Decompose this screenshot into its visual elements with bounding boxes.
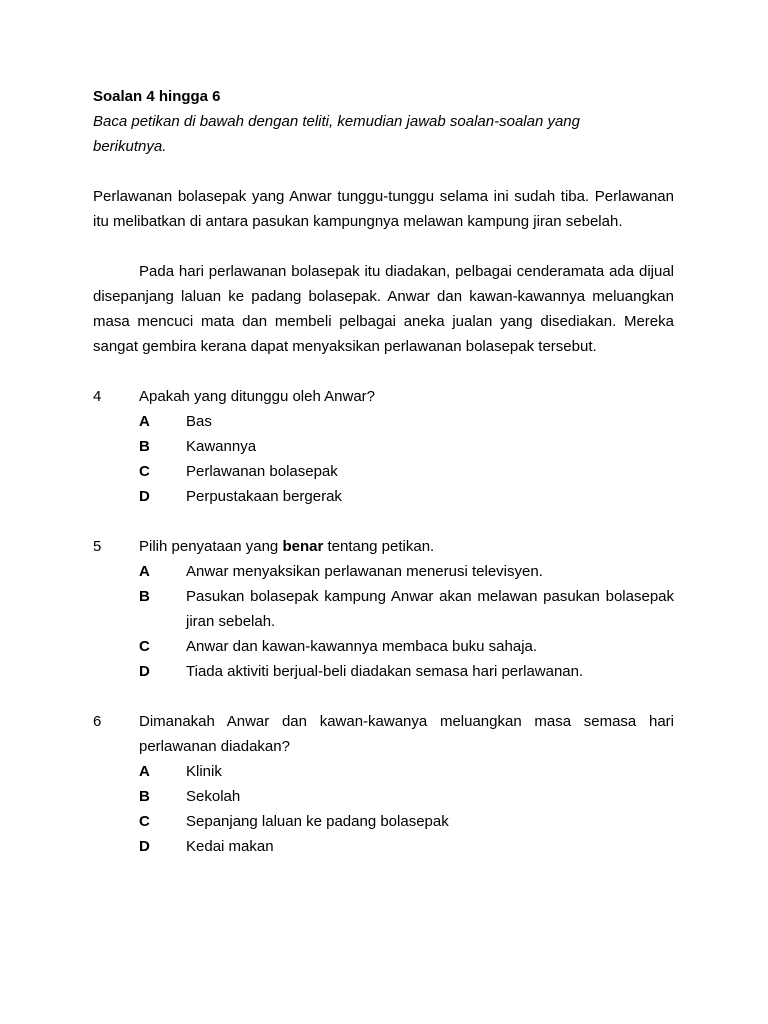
option-letter: B	[139, 788, 150, 805]
option-d	[139, 834, 674, 859]
option-a	[139, 559, 674, 584]
options-list	[139, 409, 674, 509]
option-letter: A	[139, 413, 150, 430]
question-number: 4	[93, 388, 102, 405]
option-text: Anwar dan kawan-kawannya membaca buku sahaja.	[186, 638, 538, 655]
option-d	[139, 484, 674, 509]
option-letter: A	[139, 763, 150, 780]
option-text: Klinik	[186, 763, 222, 780]
option-text: Anwar menyaksikan perlawanan menerusi televisyen.	[186, 563, 543, 580]
option-c	[139, 809, 674, 834]
option-letter: D	[139, 838, 150, 855]
options-list	[139, 559, 674, 684]
passage-paragraph-2: Pada hari perlawanan bolasepak itu diadakan, pelbagai cenderamata ada dijual disepanjang laluan ke padang bolasepak. Anwar dan kawan-kawannya meluangkan masa mencuci mata dan membeli pelbagai aneka jualan yang disediakan. Mereka sangat gembira kerana dapat menyaksikan perlawanan bolasepak tersebut.	[93, 263, 674, 355]
option-d	[139, 659, 674, 684]
question-text: Apakah yang ditunggu oleh Anwar?	[139, 388, 376, 405]
option-c	[139, 634, 674, 659]
question-number: 5	[93, 538, 102, 555]
question-text	[139, 534, 674, 559]
option-text: Sepanjang laluan ke padang bolasepak	[186, 813, 449, 830]
option-text: Kedai makan	[186, 838, 274, 855]
question-text-after: tentang petikan.	[323, 538, 435, 555]
option-letter: C	[139, 638, 150, 655]
option-text: Sekolah	[186, 788, 241, 805]
option-b	[139, 434, 674, 459]
option-c	[139, 459, 674, 484]
option-text: Perpustakaan bergerak	[186, 488, 342, 505]
instruction-text: Baca petikan di bawah dengan teliti, kemudian jawab soalan-soalan yang berikutnya.	[93, 113, 580, 155]
option-text: Pasukan bolasepak kampung Anwar akan melawan pasukan bolasepak jiran sebelah.	[186, 588, 674, 630]
option-letter: B	[139, 588, 150, 605]
option-text: Kawannya	[186, 438, 257, 455]
option-letter: D	[139, 488, 150, 505]
option-text: Bas	[186, 413, 212, 430]
section-title: Soalan 4 hingga 6	[93, 88, 221, 105]
question-number: 6	[93, 713, 102, 730]
question-text-before: Pilih penyataan yang	[139, 538, 283, 555]
option-letter: D	[139, 663, 150, 680]
option-letter: A	[139, 563, 150, 580]
question-5	[93, 534, 674, 684]
passage-paragraph-1: Perlawanan bolasepak yang Anwar tunggu-tunggu selama ini sudah tiba. Perlawanan itu melibatkan di antara pasukan kampungnya melawan kampung jiran sebelah.	[93, 188, 674, 230]
option-a	[139, 409, 674, 434]
options-list	[139, 759, 674, 859]
question-4	[93, 384, 674, 509]
option-letter: B	[139, 438, 150, 455]
option-b	[139, 584, 674, 634]
option-text: Perlawanan bolasepak	[186, 463, 338, 480]
option-letter: C	[139, 813, 150, 830]
option-letter: C	[139, 463, 150, 480]
question-emphasis: benar	[282, 538, 324, 555]
question-text: Dimanakah Anwar dan kawan-kawanya meluangkan masa semasa hari perlawanan diadakan?	[139, 713, 674, 755]
question-6	[93, 709, 674, 859]
option-b	[139, 784, 674, 809]
option-a	[139, 759, 674, 784]
option-text: Tiada aktiviti berjual-beli diadakan semasa hari perlawanan.	[186, 663, 584, 680]
